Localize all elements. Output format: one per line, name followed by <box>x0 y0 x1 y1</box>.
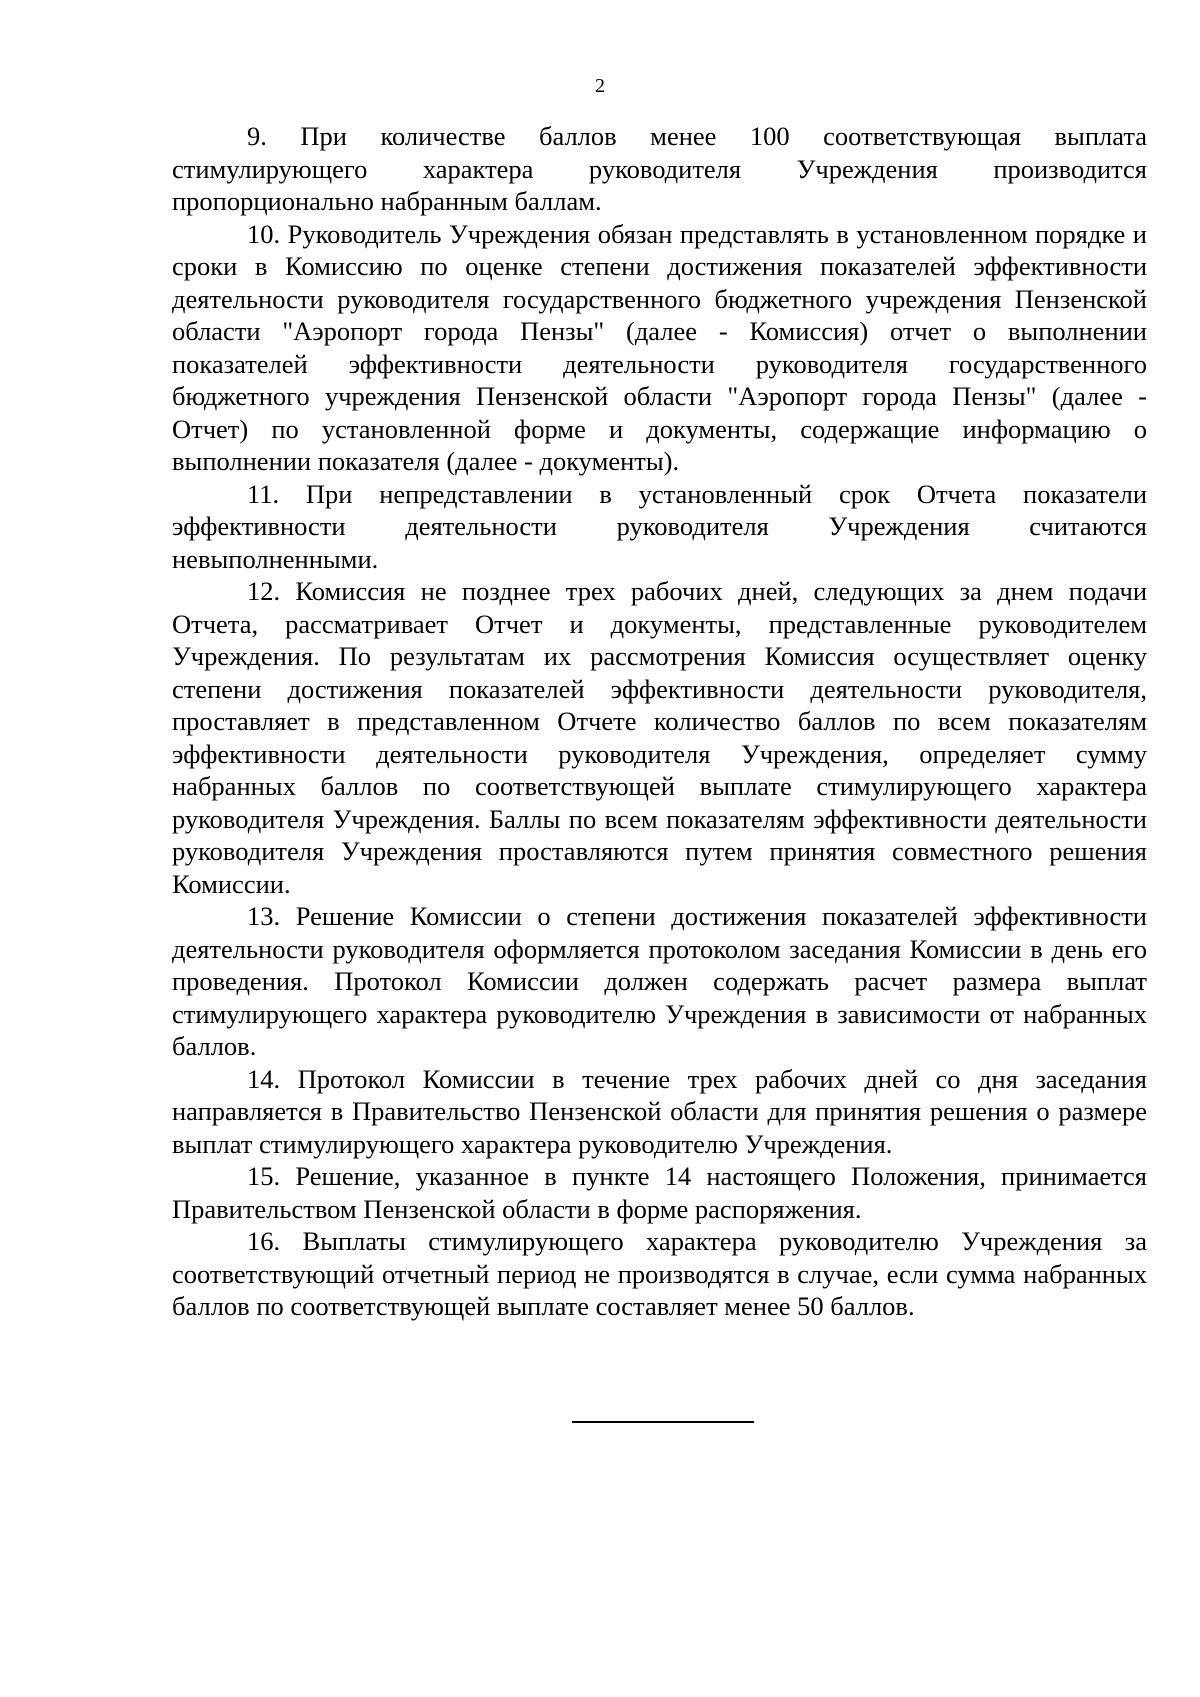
paragraph-9: 9. При количестве баллов менее 100 соответствующая выплата стимулирующего характера руководителя Учреждения производится пропорционально набранным баллам. <box>172 121 1147 216</box>
paragraph-10: 10. Руководитель Учреждения обязан представлять в установленном порядке и сроки в Комиссию по оценке степени достижения показателей эффективности деятельности руководителя государственного бюджетного учреждения Пензенской области "Аэропорт города Пензы" (далее - Комиссия) отчет о выполнении показателей эффективности деятельности руководителя государственного бюджетного учреждения Пензенской области "Аэропорт города Пензы" (далее - Отчет) по установленной форме и документы, содержащие информацию о выполнении показателя (далее - документы). <box>172 218 1147 476</box>
page-number: 2 <box>595 75 605 97</box>
paragraph-13: 13. Решение Комиссии о степени достижения показателей эффективности деятельности руководителя оформляется протоколом заседания Комиссии в день его проведения. Протокол Комиссии должен содержать расчет размера выплат стимулирующего характера руководителю Учреждения в зависимости от набранных баллов. <box>172 901 1147 1061</box>
document-body <box>172 120 1147 1323</box>
paragraph-11: 11. При непредставлении в установленный срок Отчета показатели эффективности деятельности руководителя Учреждения считаются невыполненными. <box>172 478 1147 574</box>
paragraph-12: 12. Комиссия не позднее трех рабочих дней, следующих за днем подачи Отчета, рассматривает Отчет и документы, представленные руководителем Учреждения. По результатам их рассмотрения Комиссия осуществляет оценку степени достижения показателей эффективности деятельности руководителя, проставляет в представленном Отчете количество баллов по всем показателям эффективности деятельности руководителя Учреждения, определяет сумму набранных баллов по соответствующей выплате стимулирующего характера руководителя Учреждения. Баллы по всем показателям эффективности деятельности руководителя Учреждения проставляются путем принятия совместного решения Комиссии. <box>172 576 1147 899</box>
end-separator-line <box>572 1421 754 1423</box>
paragraph-15: 15. Решение, указанное в пункте 14 настоящего Положения, принимается Правительством Пензенской области в форме распоряжения. <box>172 1161 1147 1224</box>
paragraph-16: 16. Выплаты стимулирующего характера руководителю Учреждения за соответствующий отчетный период не производятся в случае, если сумма набранных баллов по соответствующей выплате составляет менее 50 баллов. <box>172 1226 1147 1321</box>
paragraph-14: 14. Протокол Комиссии в течение трех рабочих дней со дня заседания направляется в Правительство Пензенской области для принятия решения о размере выплат стимулирующего характера руководителю Учреждения. <box>172 1063 1147 1159</box>
